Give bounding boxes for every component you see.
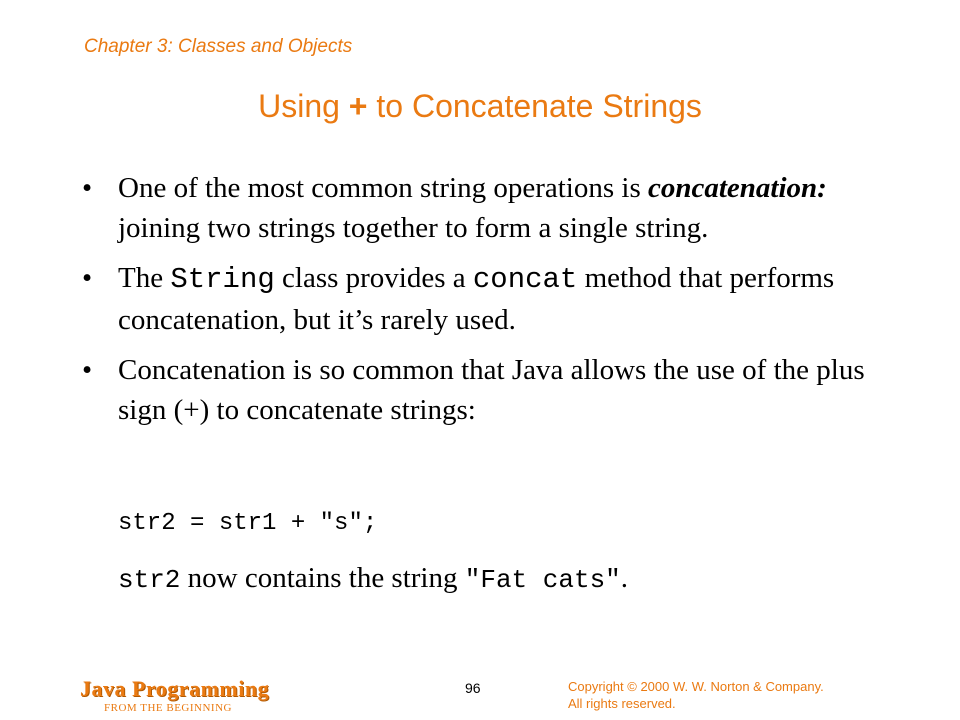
- bullet-plus-sign: [82, 350, 882, 430]
- bullet-text: The: [118, 262, 171, 294]
- bullet-dot-icon: •: [82, 354, 93, 386]
- bullet-dot-icon: •: [82, 172, 93, 204]
- copyright-line-1: Copyright © 2000 W. W. Norton & Company.: [568, 679, 824, 694]
- copyright-notice: [568, 678, 908, 712]
- code-fat-cats: "Fat cats": [464, 565, 621, 595]
- bullet-concat-method: [82, 258, 882, 340]
- code-concat-method: concat: [472, 263, 578, 296]
- bullet-list: [82, 168, 882, 440]
- bullet-text: Concatenation is so common that Java allows the use of the plus sign (+) to concatenate strings:: [118, 354, 865, 426]
- code-example: str2 = str1 + "s";: [118, 510, 378, 537]
- code-string-class: String: [170, 263, 275, 296]
- result-text-end: .: [620, 562, 629, 594]
- term-concatenation: concatenation:: [648, 172, 827, 204]
- chapter-heading: Chapter 3: Classes and Objects: [84, 36, 353, 57]
- bullet-text: One of the most common string operations is: [118, 172, 648, 204]
- result-statement: [118, 562, 628, 595]
- footer-logo-title: Java Programming: [80, 676, 270, 701]
- bullet-text: joining two strings together to form a single string.: [118, 212, 709, 244]
- title-text-before: Using: [258, 88, 349, 124]
- bullet-text: method that performs concatenation, but it’s rarely used.: [118, 262, 835, 336]
- footer-logo-subtitle: FROM THE BEGINNING: [104, 702, 232, 714]
- code-str2: str2: [118, 565, 181, 595]
- copyright-line-2: All rights reserved.: [568, 696, 676, 711]
- title-plus-sign: +: [348, 88, 368, 124]
- bullet-text: class provides a: [274, 262, 473, 294]
- page-number: 96: [465, 680, 481, 696]
- title-text-after: to Concatenate Strings: [367, 88, 702, 124]
- result-text: now contains the string: [180, 562, 465, 594]
- slide-title: [0, 88, 960, 125]
- bullet-concatenation-definition: [82, 168, 882, 248]
- bullet-dot-icon: •: [82, 262, 93, 294]
